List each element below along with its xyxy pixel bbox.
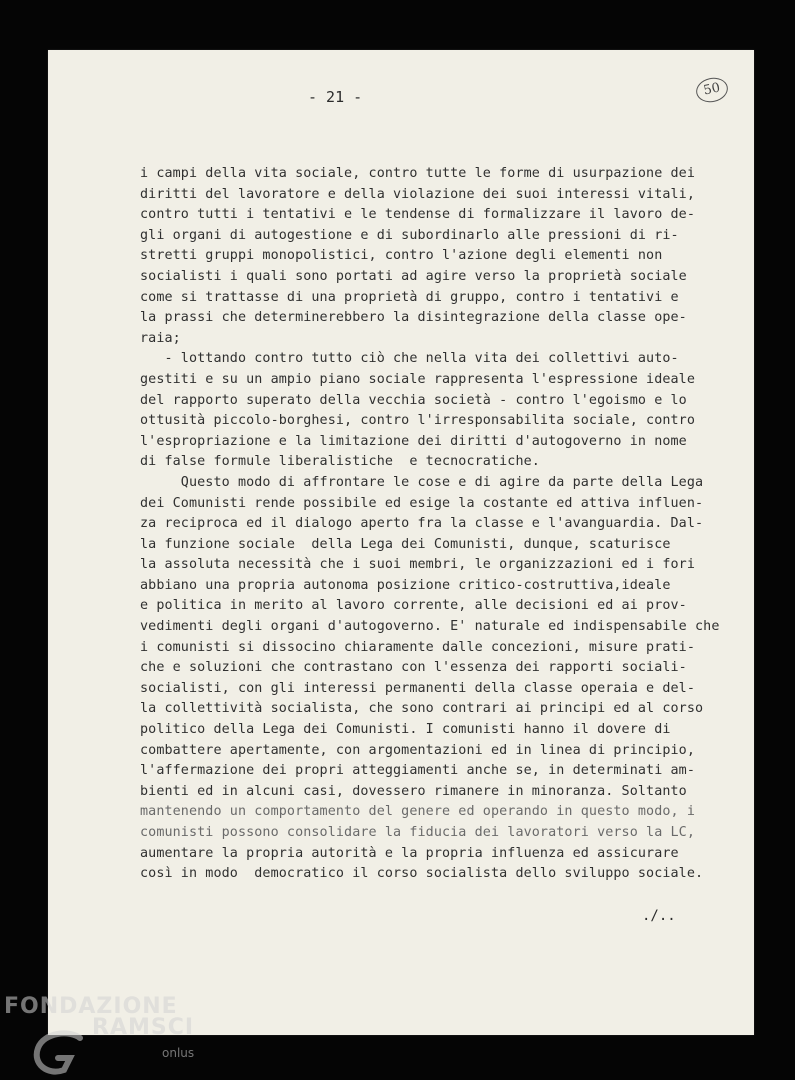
text-line: la collettività socialista, che sono contrari ai principi ed al corso: [140, 701, 704, 717]
text-line: i campi della vita sociale, contro tutte le forme di usurpazione dei: [140, 166, 696, 181]
page-number: - 21 -: [308, 88, 363, 106]
text-line: ottusità piccolo-borghesi, contro l'irresponsabilita sociale, contro: [140, 413, 696, 429]
text-line: così in modo democratico il corso socialista dello sviluppo sociale.: [140, 866, 704, 882]
continuation-mark: ./..: [642, 908, 676, 924]
text-line: dei Comunisti rende possibile ed esige la costante ed attiva influen-: [140, 495, 704, 511]
text-line: gestiti e su un ampio piano sociale rappresenta l'espressione ideale: [140, 371, 696, 387]
text-line: aumentare la propria autorità e la propria influenza ed assicurare: [140, 845, 679, 861]
text-line: la funzione sociale della Lega dei Comunisti, dunque, scaturisce: [140, 536, 671, 552]
text-line: comunisti possono consolidare la fiducia dei lavoratori verso la LC,: [140, 825, 696, 840]
text-line: politico della Lega dei Comunisti. I comunisti hanno il dovere di: [140, 722, 671, 738]
text-line: vedimenti degli organi d'autogoverno. E' naturale ed indispensabile che: [140, 619, 720, 635]
text-line: abbiano una propria autonoma posizione critico-costruttiva,ideale: [140, 577, 671, 593]
text-line: e politica in merito al lavoro corrente, alle decisioni ed ai prov-: [140, 598, 687, 614]
gramsci-logo-icon: [30, 1030, 90, 1076]
document-body: [140, 164, 740, 885]
text-line: i comunisti si dissocino chiaramente dalle concezioni, misure prati-: [140, 639, 696, 655]
text-line: socialisti i quali sono portati ad agire verso la proprietà sociale: [140, 268, 687, 284]
watermark-line1: FONDAZIONE: [4, 994, 178, 1019]
text-line: mantenendo un comportamento del genere ed operando in questo modo, i: [140, 804, 696, 820]
text-line: del rapporto superato della vecchia società - contro l'egoismo e lo: [140, 392, 687, 408]
text-line: za reciproca ed il dialogo aperto fra la classe e l'avanguardia. Dal-: [140, 516, 704, 532]
text-line: raia;: [140, 330, 181, 346]
text-line: contro tutti i tentativi e le tendense di formalizzare il lavoro de-: [140, 207, 696, 223]
text-line: come si trattasse di una proprietà di gruppo, contro i tentativi e: [140, 289, 679, 305]
text-line: diritti del lavoratore e della violazione dei suoi interessi vitali,: [140, 186, 696, 202]
watermark-onlus: onlus: [162, 1046, 195, 1060]
text-line: l'espropriazione e la limitazione dei diritti d'autogoverno in nome: [140, 433, 687, 449]
watermark-line2: RAMSCI: [92, 1015, 195, 1040]
text-line: - lottando contro tutto ciò che nella vita dei collettivi auto-: [140, 351, 679, 367]
text-line: Questo modo di affrontare le cose e di agire da parte della Lega: [140, 474, 704, 490]
text-line: che e soluzioni che contrastano con l'essenza dei rapporti sociali-: [140, 660, 687, 676]
text-line: bienti ed in alcuni casi, dovessero rimanere in minoranza. Soltanto: [140, 783, 687, 799]
text-line: la assoluta necessità che i suoi membri, le organizzazioni ed i fori: [140, 557, 696, 573]
text-line: socialisti, con gli interessi permanenti della classe operaia e del-: [140, 680, 696, 696]
text-line: stretti gruppi monopolistici, contro l'azione degli elementi non: [140, 248, 663, 264]
document-page: [48, 50, 754, 1035]
text-line: di false formule liberalistiche e tecnocratiche.: [140, 454, 540, 470]
text-line: combattere apertamente, con argomentazioni ed in linea di principio,: [140, 742, 696, 758]
text-line: gli organi di autogestione e di subordinarlo alle pressioni di ri-: [140, 227, 679, 243]
text-line: l'affermazione dei propri atteggiamenti anche se, in determinati am-: [140, 763, 696, 779]
archive-stamp-number: 50: [694, 75, 730, 105]
text-line: la prassi che determinerebbero la disintegrazione della classe ope-: [140, 310, 687, 326]
